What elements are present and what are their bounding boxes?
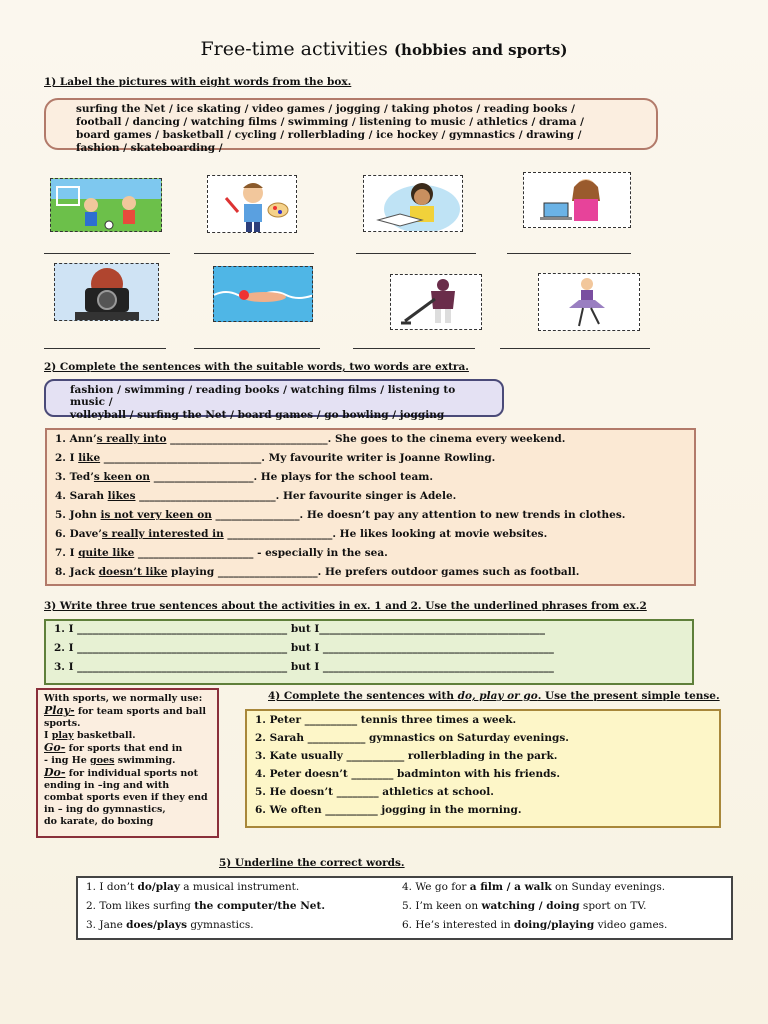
ex2-sentence-2: 2. I like ______________________________. My favourite writer is Joanne Rowling.	[55, 452, 496, 464]
ex2-sentence-4: 4. Sarah likes __________________________. Her favourite singer is Adele.	[55, 490, 457, 502]
ex3-heading: 3) Write three true sentences about the activities in ex. 1 and 2. Use the underlined phrases from ex.2	[44, 600, 647, 612]
ex2-sentence-6: 6. Dave’s really interested in ____________________. He likes looking at movie websites.	[55, 528, 548, 540]
ex2-sentence-5: 5. John is not very keen on ________________. He doesn’t pay any attention to new trends in clothes.	[55, 509, 626, 521]
answer-line-6[interactable]	[194, 348, 320, 349]
ex4-heading: 4) Complete the sentences with do, play or go. Use the present simple tense.	[268, 690, 720, 702]
ex1-box-line-4: fashion / skateboarding /	[76, 142, 223, 154]
title-main: Free-time activities	[200, 38, 388, 60]
ex2-sentence-8: 8. Jack doesn’t like playing ___________________. He prefers outdoor games such as football.	[55, 566, 580, 578]
ex5-item-5: 5. I’m keen on watching / doing sport on TV.	[402, 900, 647, 912]
reading-girl-picture	[363, 175, 463, 232]
dancing-picture	[538, 273, 640, 331]
ex5-item-3: 3. Jane does/plays gymnastics.	[86, 919, 254, 931]
title-sub: (hobbies and sports)	[393, 41, 568, 59]
photo-taking-picture	[54, 263, 159, 321]
note-go: Go- for sports that end in	[44, 741, 183, 754]
ex1-box-line-3: board games / basketball / cycling / rollerblading / ice hockey / gymnastics / drawing /	[76, 129, 582, 141]
ex2-box-line-2: music /	[70, 396, 113, 408]
answer-line-1[interactable]	[44, 253, 170, 254]
note-do-example: do karate, do boxing	[44, 816, 154, 827]
ex2-word-box	[44, 379, 504, 421]
ex4-sentence-6: 6. We often __________ jogging in the morning.	[255, 804, 522, 816]
football-picture	[50, 178, 162, 232]
answer-line-2[interactable]	[194, 253, 314, 254]
ex5-item-2: 2. Tom likes surfing the computer/the Net.	[86, 900, 325, 912]
ex5-item-4: 4. We go for a film / a walk on Sunday evenings.	[402, 881, 666, 893]
answer-line-5[interactable]	[44, 348, 166, 349]
grammar-note-box	[36, 688, 219, 838]
ex1-box-line-2: football / dancing / watching films / swimming / listening to music / athletics / drama /	[76, 116, 585, 128]
ex4-sentence-2: 2. Sarah ___________ gymnastics on Saturday evenings.	[255, 732, 569, 744]
ex1-word-box	[44, 98, 658, 154]
answer-line-8[interactable]	[500, 348, 650, 349]
note-play: Play- for team sports and ball sports.	[44, 704, 206, 729]
ex2-box-line-3: volleyball / surfing the Net / board games / go bowling / jogging	[70, 409, 445, 421]
answer-line-4[interactable]	[507, 253, 631, 254]
ex4-sentence-3: 3. Kate usually ___________ rollerblading in the park.	[255, 750, 558, 762]
page-title	[0, 38, 768, 60]
laptop-woman-picture	[523, 172, 631, 228]
ex3-row-2[interactable]: 2. I ________________________________________ but I ____________________________________________	[54, 642, 554, 654]
ex3-row-3[interactable]: 3. I ________________________________________ but I ____________________________________________	[54, 661, 554, 673]
note-play-example: I play basketball.	[44, 730, 136, 741]
ex5-item-1: 1. I don’t do/play a musical instrument.	[86, 881, 300, 893]
ex5-box	[76, 876, 733, 940]
ex5-heading: 5) Underline the correct words.	[219, 857, 405, 869]
answer-line-7[interactable]	[353, 348, 475, 349]
ex2-sentence-1: 1. Ann’s really into ______________________________. She goes to the cinema every weekend.	[55, 433, 566, 445]
ex4-sentence-5: 5. He doesn’t ________ athletics at school.	[255, 786, 494, 798]
ex2-sentence-3: 3. Ted’s keen on ___________________. He plays for the school team.	[55, 471, 434, 483]
ex4-sentence-1: 1. Peter __________ tennis three times a week.	[255, 714, 517, 726]
ex3-row-1[interactable]: 1. I ________________________________________ but I___________________________________________	[54, 623, 545, 635]
ex2-sentence-7: 7. I quite like ______________________ - especially in the sea.	[55, 547, 388, 559]
note-do: Do- for individual sports not ending in –ing and with combat sports even if they end in – ing do gymnastics,	[44, 766, 208, 815]
note-intro: With sports, we normally use:	[44, 693, 203, 704]
swimming-picture	[213, 266, 313, 322]
note-go-example: - ing He goes swimming.	[44, 755, 176, 766]
ex4-box	[245, 709, 721, 828]
ex1-box-line-1: surfing the Net / ice skating / video games / jogging / taking photos / reading books /	[76, 103, 575, 115]
ex4-sentence-4: 4. Peter doesn’t ________ badminton with his friends.	[255, 768, 560, 780]
ice-hockey-picture	[390, 274, 482, 330]
answer-line-3[interactable]	[356, 253, 476, 254]
ex2-box-line-1: fashion / swimming / reading books / watching films / listening to	[70, 384, 456, 396]
ex5-item-6: 6. He’s interested in doing/playing video games.	[402, 919, 668, 931]
ex3-box	[44, 619, 694, 685]
ex2-sentence-box	[45, 428, 696, 586]
drawing-boy-picture	[207, 175, 297, 233]
ex2-heading: 2) Complete the sentences with the suitable words, two words are extra.	[44, 361, 469, 373]
ex1-heading: 1) Label the pictures with eight words from the box.	[44, 76, 352, 88]
